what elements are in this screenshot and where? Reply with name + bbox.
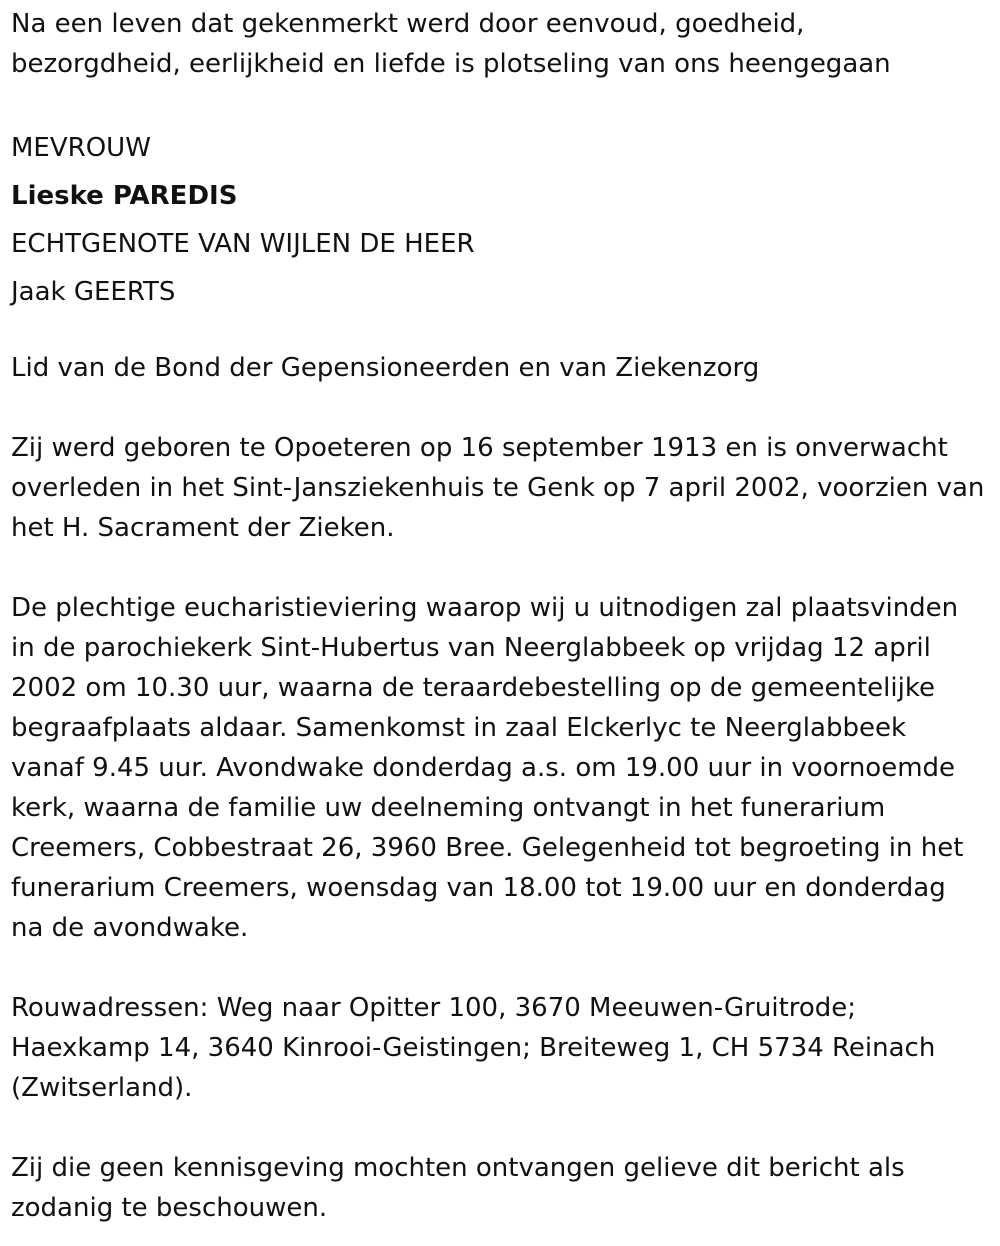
- ceremony-line: funerarium Creemers, woensdag van 18.00 tot 19.00 uur en donderdag: [11, 873, 946, 903]
- ceremony-line: vanaf 9.45 uur. Avondwake donderdag a.s. om 19.00 uur in voornoemde: [11, 753, 956, 783]
- address-line: (Zwitserland).: [11, 1073, 193, 1103]
- birth-death-line: het H. Sacrament der Zieken.: [11, 513, 395, 543]
- ceremony-line: begraafplaats aldaar. Samenkomst in zaal Elckerlyc te Neerglabbeek: [11, 713, 907, 743]
- ceremony-line: in de parochiekerk Sint-Hubertus van Neerglabbeek op vrijdag 12 april: [11, 633, 931, 663]
- address-line: Rouwadressen: Weg naar Opitter 100, 3670 Meeuwen-Gruitrode;: [11, 993, 857, 1023]
- birth-death-line: Zij werd geboren te Opoeteren op 16 september 1913 en is onverwacht: [11, 433, 948, 463]
- membership-line: Lid van de Bond der Gepensioneerden en van Ziekenzorg: [11, 353, 760, 383]
- intro-line: bezorgdheid, eerlijkheid en liefde is plotseling van ons heengegaan: [11, 49, 891, 79]
- ceremony-line: na de avondwake.: [11, 913, 249, 943]
- ceremony-line: De plechtige eucharistieviering waarop wij u uitnodigen zal plaatsvinden: [11, 593, 959, 623]
- honorific-title: MEVROUW: [11, 133, 151, 163]
- ceremony-line: kerk, waarna de familie uw deelneming ontvangt in het funerarium: [11, 793, 886, 823]
- closing-line: zodanig te beschouwen.: [11, 1193, 328, 1223]
- intro-line: Na een leven dat gekenmerkt werd door eenvoud, goedheid,: [11, 9, 805, 39]
- address-line: Haexkamp 14, 3640 Kinrooi-Geistingen; Breiteweg 1, CH 5734 Reinach: [11, 1033, 936, 1063]
- ceremony-line: 2002 om 10.30 uur, waarna de teraardebestelling op de gemeentelijke: [11, 673, 935, 703]
- ceremony-paragraph: [11, 588, 1000, 948]
- closing-line: Zij die geen kennisgeving mochten ontvangen gelieve dit bericht als: [11, 1153, 905, 1183]
- name-block: [11, 124, 1000, 316]
- birth-death-line: overleden in het Sint-Jansziekenhuis te Genk op 7 april 2002, voorzien van: [11, 473, 985, 503]
- relation-line: ECHTGENOTE VAN WIJLEN DE HEER: [11, 229, 475, 259]
- ceremony-line: Creemers, Cobbestraat 26, 3960 Bree. Gelegenheid tot begroeting in het: [11, 833, 964, 863]
- intro-paragraph: [11, 4, 1000, 84]
- spouse-name: Jaak GEERTS: [11, 277, 176, 307]
- deceased-name: Lieske PAREDIS: [11, 181, 238, 211]
- birth-death-paragraph: [11, 428, 1000, 548]
- closing-paragraph: [11, 1148, 1000, 1228]
- addresses-paragraph: [11, 988, 1000, 1108]
